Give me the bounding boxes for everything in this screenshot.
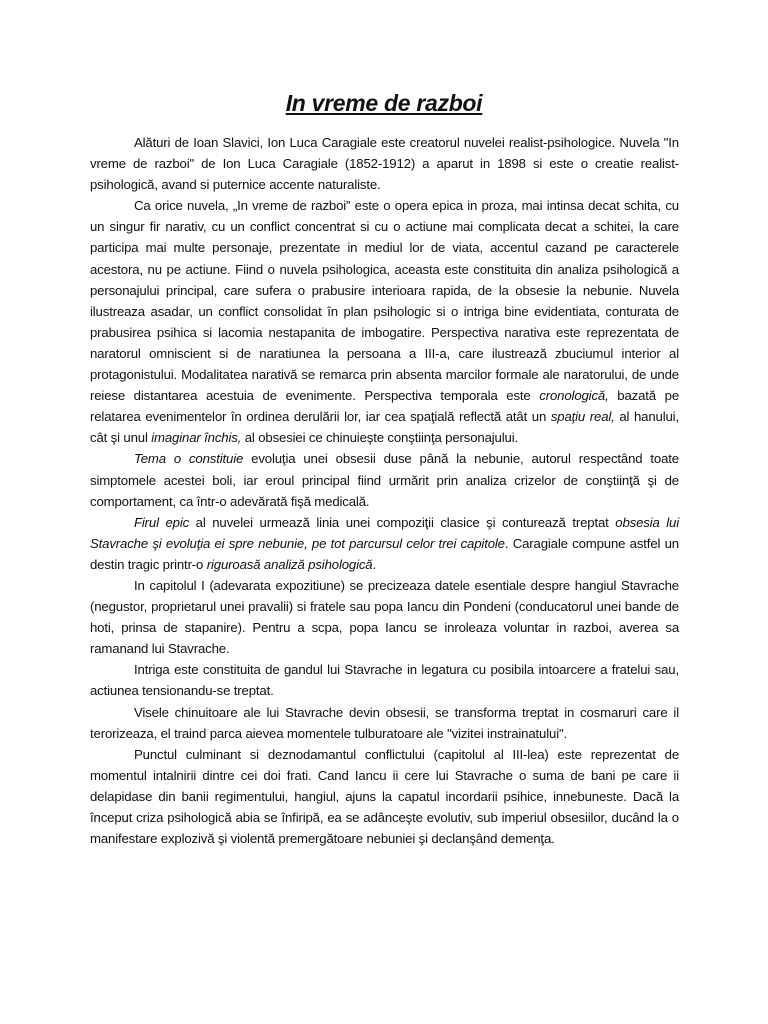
italic-text-segment: spaţiu real, [550, 409, 615, 425]
body-paragraph [90, 744, 679, 849]
document-body [90, 132, 679, 849]
body-paragraph [90, 448, 679, 511]
text-segment: al obsesiei ce chinuieşte conştiinţa personajului. [241, 430, 518, 446]
text-segment: Intriga este constituita de gandul lui Stavrache in legatura cu posibila intoarcere a fratelui sau, actiunea tensionandu-se treptat. [90, 662, 679, 699]
italic-text-segment: Firul epic [134, 514, 190, 530]
italic-text-segment: Tema o constituie [134, 451, 244, 467]
text-segment: al nuvelei urmează linia unei compoziţii clasice şi conturează treptat [189, 514, 616, 530]
text-segment: In capitolul I (adevarata expozitiune) se precizeaza datele esentiale despre hangiul Stavrache (negustor, proprietarul unei pravalii) si fratele sau popa Iancu din Pondeni (conducatorul unei bande de hoti, prinsa de stapanire). Pentru a scpa, popa Iancu se inroleaza voluntar in razboi, averea sa ramanand lui Stavrache. [90, 577, 679, 657]
italic-text-segment: cronologică, [539, 388, 609, 404]
text-segment: . [372, 556, 377, 572]
italic-text-segment: riguroasă analiză psihologică [206, 556, 373, 572]
italic-text-segment: obsesia lui Stavrache şi evoluţia ei spre nebunie, pe tot parcursul celor trei capitole [90, 514, 680, 551]
text-segment: . Caragiale compune astfel un destin tragic printr-o [90, 535, 679, 572]
text-segment: Punctul culminant si deznodamantul conflictului (capitolul al III-lea) este reprezentat de momentul intalnirii dintre cei doi frati. Cand Iancu ii cere lui Stavrache o suma de bani pe care ii delapidase din banii regimentului, hangiul, ajuns la capatul incordarii psihice, innebuneste. Dacă la început criza psihologică abia se înfiripă, ea se adânceşte evolutiv, sub imperiul obsesiilor, ducând la o manifestare explozivă şi violentă premergătoare nebuniei şi declanşând demenţa. [90, 746, 679, 847]
text-segment: Alături de Ioan Slavici, Ion Luca Caragiale este creatorul nuvelei realist-psihologice. Nuvela "In vreme de razboi" de Ion Luca Caragiale (1852-1912) a aparut in 1898 si este o creatie realist-psihologică, avand si puternice accente naturaliste. [90, 135, 679, 193]
text-segment: Ca orice nuvela, „In vreme de razboi” este o opera epica in proza, mai intinsa decat schita, cu un singur fir narativ, cu un conflict concentrat si cu o actiune mai complicata decat a schitei, la care participa mai multe personaje, prezentate in mediul lor de viata, accentul cazand pe caracterele acestora, nu pe actiune. Fiind o nuvela psihologica, aceasta este constituita din analiza psihologică a personajului principal, care sufera o prabusire interioara rapida, de la obsesie la nebunie. Nuvela ilustreaza asadar, un conflict consolidat în plan psihologic si o intriga bine evidentiata, conturata de prabusirea psihica si lacomia nestapanita de imbogatire. Perspectiva narativa este reprezentata de naratorul omniscient si de naratiunea la persoana a III-a, care ilustrează zbuciumul interior al protagonistului. Modalitatea narativă se remarca prin absenta marcilor formale ale naratorului, de unde reiese distantarea acestuia de evenimente. Perspectiva temporala este [90, 198, 679, 404]
body-paragraph [90, 575, 679, 659]
body-paragraph [90, 702, 679, 744]
text-segment: evoluţia unei obsesii duse până la nebunie, autorul respectând toate simptomele acestei boli, iar eroul principal fiind urmărit prin analiza crizelor de conştiinţă şi de comportament, ca într-o adevărată fişă medicală. [90, 451, 679, 509]
body-paragraph [90, 659, 679, 701]
body-paragraph [90, 512, 679, 575]
text-segment: Visele chinuitoare ale lui Stavrache devin obsesii, se transforma treptat in cosmaruri care il terorizeaza, el traind parca aievea momentele tulburatoare ale "vizitei instrainatului". [90, 704, 679, 741]
text-segment: bazată pe relatarea evenimentelor în ordinea derulării lor, iar cea spaţială reflectă atât un [90, 388, 680, 425]
italic-text-segment: imaginar închis, [151, 430, 242, 446]
page-title: In vreme de razboi [285, 90, 483, 116]
body-paragraph [90, 132, 679, 195]
text-segment: al hanului, cât şi unul [90, 409, 679, 446]
body-paragraph [90, 195, 679, 448]
